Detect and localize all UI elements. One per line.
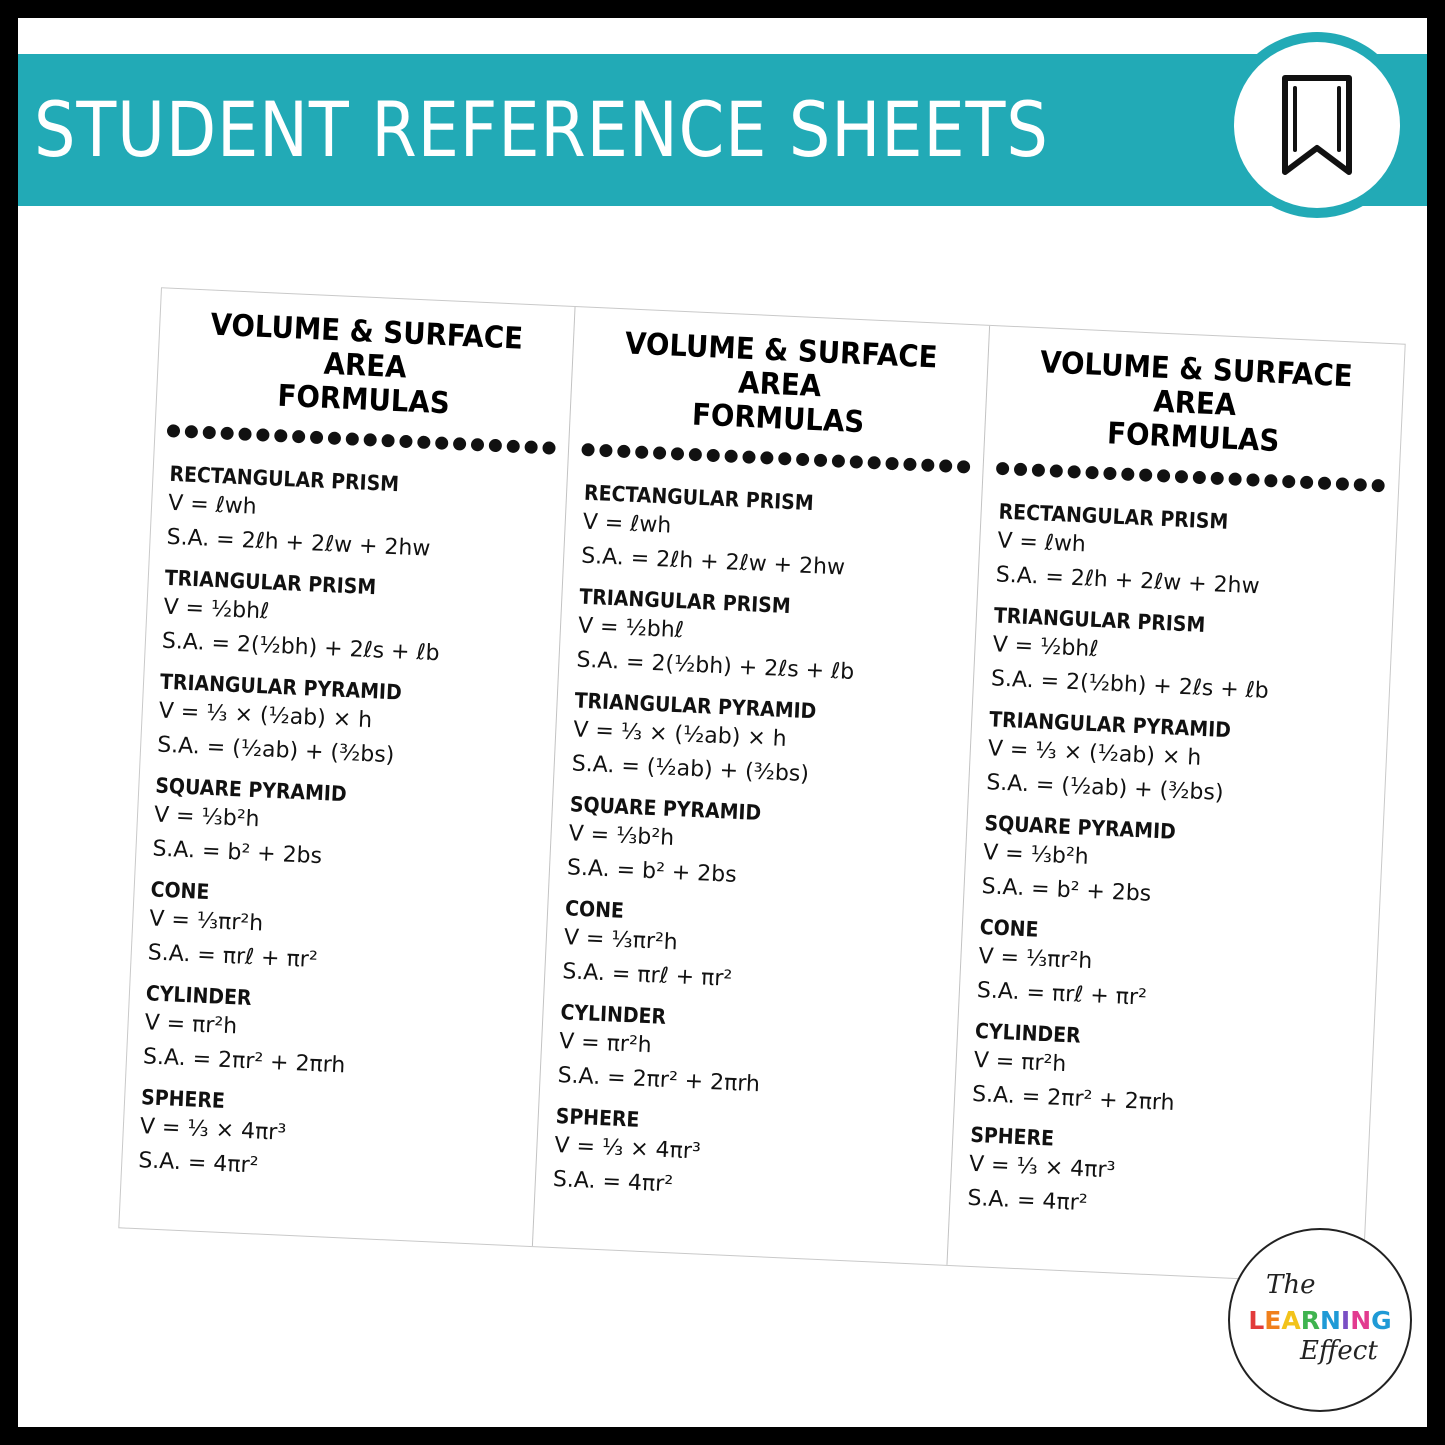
shape-name: SPHERE	[555, 1103, 640, 1132]
volume-formula: V = ½bhℓ	[162, 594, 270, 625]
surface-area-formula: S.A. = 2(½bh) + 2ℓs + ℓb	[575, 647, 855, 686]
column-title	[1002, 345, 1387, 464]
sheet-column	[119, 288, 575, 1246]
volume-formula: V = ⅓ × (½ab) × h	[572, 717, 788, 753]
column-title-line1: VOLUME & SURFACE AREA	[209, 307, 524, 386]
volume-formula: V = ⅓ × 4πr³	[553, 1132, 702, 1165]
surface-area-formula: S.A. = 2(½bh) + 2ℓs + ℓb	[990, 666, 1270, 704]
surface-area-formula: S.A. = 2ℓh + 2ℓw + 2hw	[580, 543, 846, 581]
volume-formula: V = ℓwh	[167, 490, 258, 520]
shape-name: CYLINDER	[974, 1018, 1082, 1048]
shape-name: CONE	[150, 877, 210, 905]
formula-list	[122, 460, 567, 1196]
volume-formula: V = ⅓ × 4πr³	[139, 1114, 287, 1146]
column-title-line2: FORMULAS	[691, 397, 866, 441]
surface-area-formula: S.A. = 2(½bh) + 2ℓs + ℓb	[161, 628, 441, 667]
bookmark-badge	[1224, 32, 1410, 218]
shape-name: CONE	[979, 915, 1039, 942]
surface-area-formula: S.A. = b² + 2bs	[151, 836, 323, 870]
volume-formula: V = ½bhℓ	[577, 613, 685, 644]
shape-name: RECTANGULAR PRISM	[583, 480, 815, 516]
dotted-divider	[994, 458, 1389, 496]
formula-list	[951, 498, 1397, 1234]
shape-name: SPHERE	[969, 1122, 1055, 1151]
surface-area-formula: S.A. = b² + 2bs	[981, 874, 1152, 907]
surface-area-formula: S.A. = 4πr²	[137, 1148, 259, 1179]
shape-name: TRIANGULAR PYRAMID	[988, 707, 1232, 743]
surface-area-formula: S.A. = πrℓ + πr²	[561, 959, 733, 992]
surface-area-formula: S.A. = 2πr² + 2πrh	[142, 1044, 346, 1079]
logo-the: The	[1266, 1270, 1316, 1300]
dotted-divider	[580, 439, 975, 477]
shape-name: SQUARE PYRAMID	[154, 773, 348, 807]
shape-name: TRIANGULAR PRISM	[578, 584, 792, 619]
volume-formula: V = ⅓ × (½ab) × h	[987, 736, 1202, 771]
logo-letter: I	[1340, 1306, 1351, 1335]
surface-area-formula: S.A. = 4πr²	[552, 1166, 674, 1198]
bookmark-icon	[1277, 72, 1357, 182]
volume-formula: V = ⅓πr²h	[563, 925, 679, 956]
surface-area-formula: S.A. = b² + 2bs	[566, 855, 738, 888]
column-title-line1: VOLUME & SURFACE AREA	[1039, 345, 1354, 424]
shape-name: SQUARE PYRAMID	[569, 792, 762, 825]
logo-letter: A	[1281, 1306, 1301, 1335]
column-title-line2: FORMULAS	[276, 378, 451, 422]
volume-formula: V = ⅓b²h	[153, 802, 261, 833]
shape-name: TRIANGULAR PYRAMID	[159, 669, 403, 705]
volume-formula: V = πr²h	[144, 1010, 238, 1040]
logo-letter: R	[1300, 1306, 1320, 1335]
column-title	[173, 307, 557, 426]
sheet-column	[948, 326, 1404, 1284]
shape-name: TRIANGULAR PRISM	[164, 565, 377, 600]
shape-name: CYLINDER	[559, 1000, 667, 1029]
learning-effect-logo	[1228, 1228, 1412, 1412]
surface-area-formula: S.A. = πrℓ + πr²	[147, 940, 319, 974]
reference-sheet	[119, 288, 1404, 1283]
formula-list	[536, 479, 981, 1215]
column-title-line2: FORMULAS	[1106, 416, 1281, 460]
volume-formula: V = ⅓ × 4πr³	[968, 1151, 1116, 1184]
page-title: STUDENT REFERENCE SHEETS	[34, 85, 1049, 174]
logo-letter: G	[1371, 1306, 1392, 1335]
shape-name: CONE	[564, 896, 625, 923]
volume-formula: V = ℓwh	[996, 528, 1087, 558]
surface-area-formula: S.A. = (½ab) + (³⁄₂bs)	[571, 751, 810, 788]
volume-formula: V = ⅓πr²h	[977, 944, 1093, 975]
shape-name: SQUARE PYRAMID	[984, 811, 1177, 844]
logo-letter: L	[1248, 1306, 1265, 1335]
surface-area-formula: S.A. = πrℓ + πr²	[976, 977, 1148, 1011]
surface-area-formula: S.A. = 2ℓh + 2ℓw + 2hw	[995, 562, 1261, 600]
volume-formula: V = πr²h	[558, 1029, 653, 1059]
shape-name: RECTANGULAR PRISM	[998, 499, 1229, 534]
volume-formula: V = ⅓b²h	[568, 821, 675, 852]
header-banner	[18, 54, 1427, 206]
surface-area-formula: S.A. = (½ab) + (³⁄₂bs)	[156, 732, 395, 769]
column-title-line1: VOLUME & SURFACE AREA	[624, 326, 939, 405]
volume-formula: V = πr²h	[973, 1047, 1067, 1078]
logo-effect: Effect	[1300, 1336, 1378, 1366]
volume-formula: V = ⅓b²h	[982, 840, 1090, 870]
logo-letter: N	[1350, 1306, 1372, 1335]
logo-letter: E	[1264, 1306, 1282, 1335]
shape-name: SPHERE	[140, 1085, 226, 1113]
surface-area-formula: S.A. = 4πr²	[966, 1185, 1089, 1217]
surface-area-formula: S.A. = 2πr² + 2πrh	[557, 1063, 761, 1098]
volume-formula: V = ⅓πr²h	[148, 906, 264, 937]
surface-area-formula: S.A. = 2ℓh + 2ℓw + 2hw	[166, 524, 431, 562]
shape-name: TRIANGULAR PYRAMID	[574, 688, 817, 724]
surface-area-formula: S.A. = 2πr² + 2πrh	[971, 1081, 1175, 1117]
shape-name: CYLINDER	[145, 981, 253, 1011]
logo-learning	[1230, 1306, 1410, 1335]
shape-name: TRIANGULAR PRISM	[993, 603, 1206, 637]
volume-formula: V = ℓwh	[582, 509, 672, 539]
shape-name: RECTANGULAR PRISM	[169, 461, 400, 497]
column-title	[588, 326, 972, 445]
logo-letter: N	[1319, 1306, 1341, 1335]
page-frame	[18, 18, 1427, 1427]
sheet-column	[534, 307, 990, 1265]
surface-area-formula: S.A. = (½ab) + (³⁄₂bs)	[985, 770, 1225, 806]
volume-formula: V = ½bhℓ	[992, 632, 1099, 663]
dotted-divider	[165, 421, 560, 459]
volume-formula: V = ⅓ × (½ab) × h	[158, 698, 373, 734]
